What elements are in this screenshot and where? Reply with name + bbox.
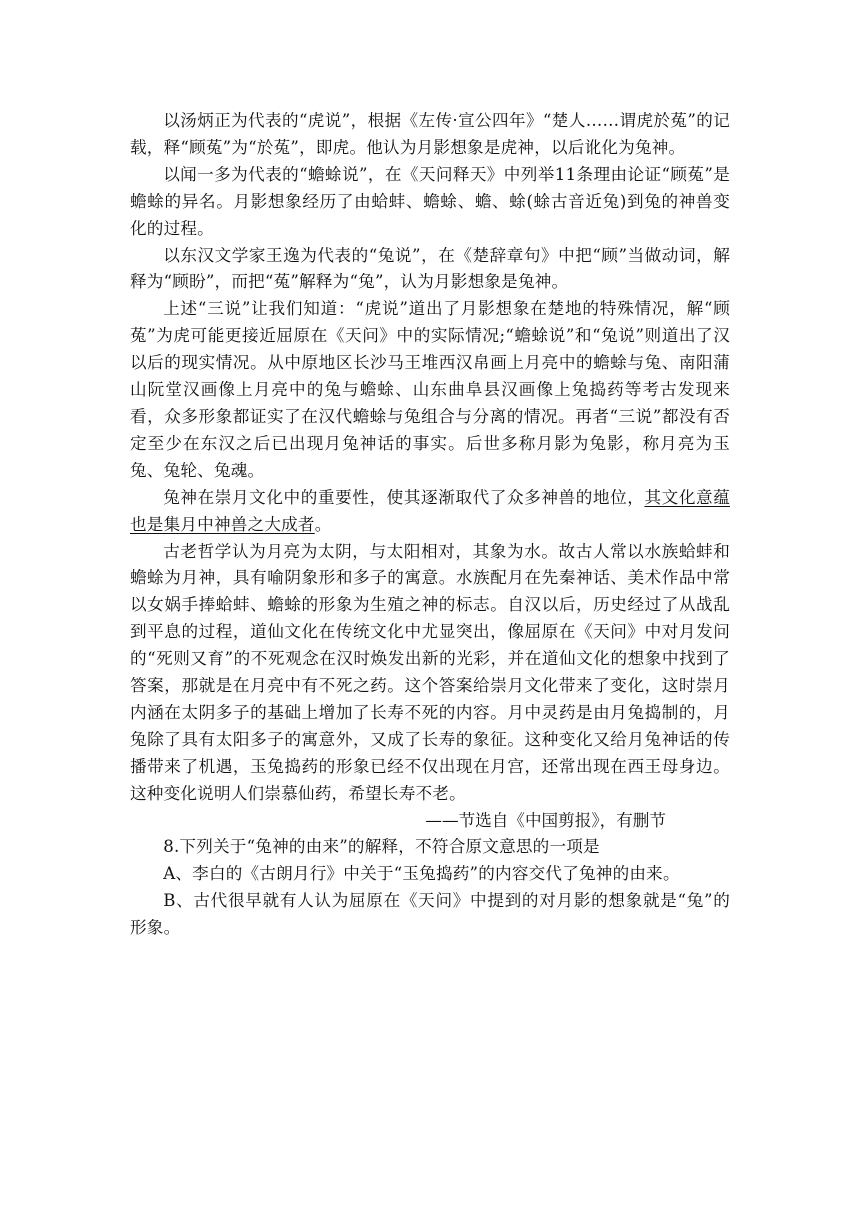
source-note: ——节选自《中国剪报》，有删节 (425, 810, 666, 830)
paragraph-three-theories-summary: 上述“三说”让我们知道：“虎说”道出了月影想象在楚地的特殊情况，解“顾菟”为虎可能更接近屈原在《天问》中的实际情况;“蟾蜍说”和“兔说”则道出了汉以后的现实情况。从中原地区长沙马王堆西汉帛画上月亮中的蟾蜍与兔、南阳蒲山阮堂汉画像上月亮中的兔与蟾蜍、山东曲阜县汉画像上兔捣药等考古发现来看，众多形象都证实了在汉代蟾蜍与兔组合与分离的情况。再者“三说”都没有否定至少在东汉之后已出现月兔神话的事实。后世多称月影为兔影，称月亮为玉兔、兔轮、兔魂。 (130, 299, 730, 480)
paragraph-rabbit-theory: 以东汉文学家王逸为代表的“兔说”，在《楚辞章句》中把“顾”当做动词，解释为“顾盼”，而把“菟”解释为“兔”，认为月影想象是兔神。 (130, 245, 730, 292)
paragraph-moon-philosophy: 古老哲学认为月亮为太阴，与太阳相对，其象为水。故古人常以水族蛤蚌和蟾蜍为月神，具有喻阴象形和多子的寓意。水族配月在先秦神话、美术作品中常以女娲手捧蛤蚌、蟾蜍的形象为生殖之神的标志。自汉以后，历史经过了从战乱到平息的过程，道仙文化在传统文化中尤显突出，像屈原在《天问》中对月发问的“死则又育”的不死观念在汉时焕发出新的光彩，并在道仙文化的想象中找到了答案，那就是在月亮中有不死之药。这个答案给崇月文化带来了变化，这时崇月内涵在太阴多子的基础上增加了长寿不死的内容。月中灵药是由月兔捣制的，月兔除了具有太阳多子的寓意外，又成了长寿的象征。这种变化又给月兔神话的传播带来了机遇，玉兔捣药的形象已经不仅出现在月宫，还常出现在西王母身边。这种变化说明人们崇慕仙药，希望长寿不老。 (130, 541, 730, 803)
paragraph-toad-theory: 以闻一多为代表的“蟾蜍说”，在《天问释天》中列举11条理由论证“顾菟”是蟾蜍的异名。月影想象经历了由蛤蚌、蟾蜍、蟾、蜍(蜍古音近兔)到兔的神兽变化的过程。 (130, 164, 730, 238)
paragraph-tiger-theory: 以汤炳正为代表的“虎说”，根据《左传·宣公四年》“楚人……谓虎於菟”的记载，释“顾菟”为“於菟”，即虎。他认为月影想象是虎神，以后讹化为兔神。 (130, 111, 730, 157)
paragraph-text: 兔神在崇月文化中的重要性，使其逐渐取代了众多神兽的地位， (163, 487, 645, 507)
paragraph-end-punctuation: 。 (314, 514, 332, 534)
underlined-sentence: 其文化意蕴也是集月中神兽之大成者 (130, 487, 730, 534)
question-option-b: B、古代很早就有人认为屈原在《天问》中提到的对月影的想象就是“兔”的形象。 (130, 891, 730, 938)
question-stem: 8.下列关于“兔神的由来”的解释，不符合原文意思的一项是 (163, 837, 600, 857)
paragraph-rabbit-god-importance (130, 485, 730, 539)
question-option-a: A、李白的《古朗月行》中关于“玉兔捣药”的内容交代了兔神的由来。 (163, 864, 680, 884)
document-page (130, 108, 730, 942)
